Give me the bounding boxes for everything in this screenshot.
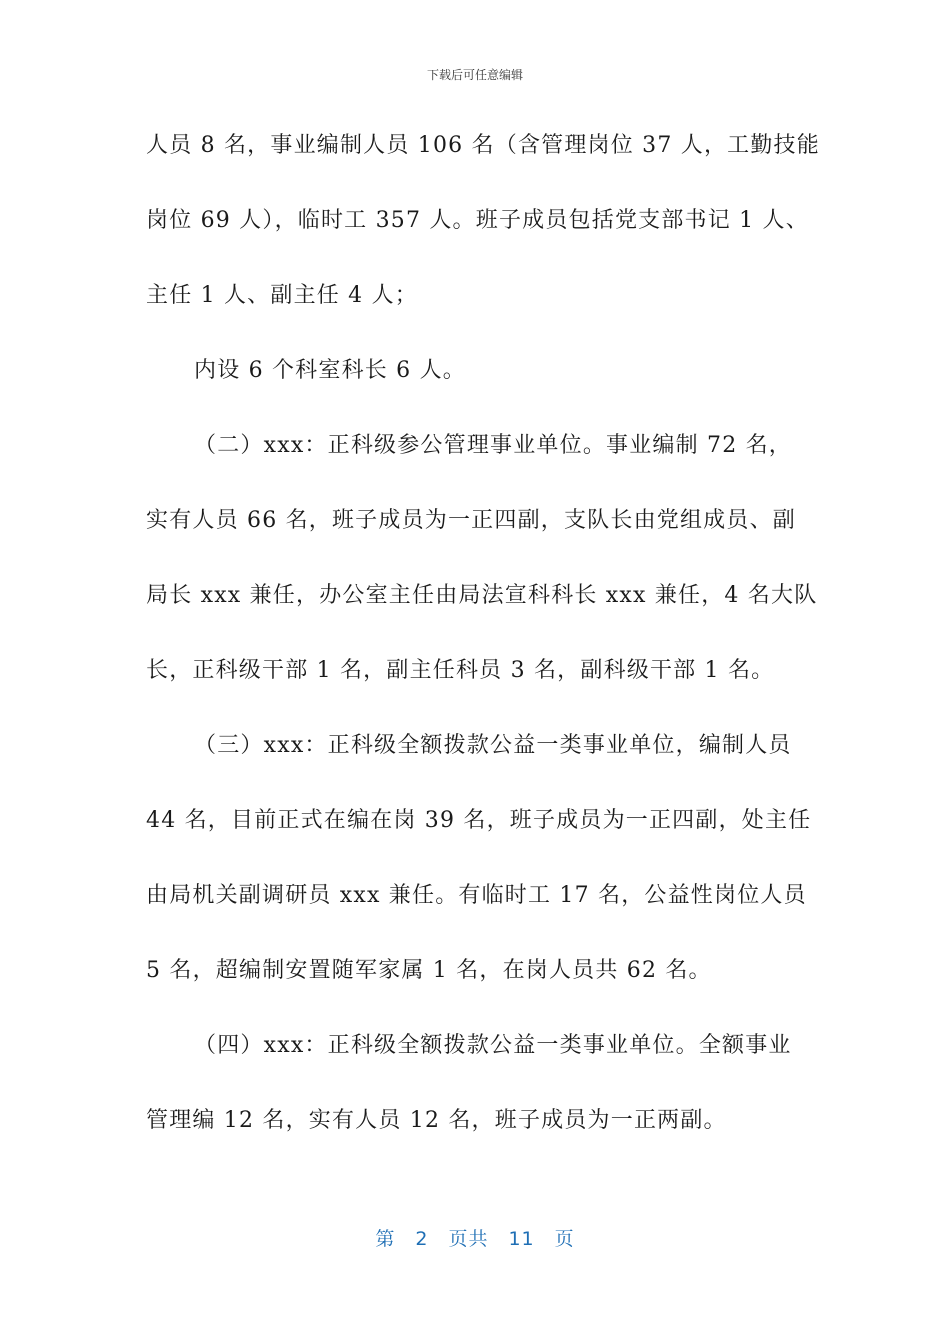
text-line: 由局机关副调研员 xxx 兼任。有临时工 17 名，公益性岗位人员 (146, 883, 807, 908)
text-line: 管理编 12 名，实有人员 12 名，班子成员为一正两副。 (146, 1108, 727, 1133)
text-line: 人员 8 名，事业编制人员 106 名（含管理岗位 37 人，工勤技能 (146, 133, 820, 158)
text-line: 5 名，超编制安置随军家属 1 名，在岗人员共 62 名。 (146, 958, 712, 983)
text-line: 局长 xxx 兼任，办公室主任由局法宣科科长 xxx 兼任，4 名大队 (146, 583, 818, 608)
paragraph-start-line: （四）xxx：正科级全额拨款公益一类事业单位。全额事业 (194, 1033, 792, 1058)
paragraph-start-line: （三）xxx：正科级全额拨款公益一类事业单位，编制人员 (194, 733, 792, 758)
text-line: 岗位 69 人），临时工 357 人。班子成员包括党支部书记 1 人、 (146, 208, 809, 233)
text-line: 实有人员 66 名，班子成员为一正四副，支队长由党组成员、副 (146, 508, 796, 533)
header-note: 下载后可任意编辑 (426, 68, 523, 82)
page-number-footer: 第 2 页共 11 页 (375, 1228, 575, 1250)
document-body (146, 119, 820, 1169)
paragraph-start-line: （二）xxx：正科级参公管理事业单位。事业编制 72 名， (194, 433, 793, 458)
text-line: 主任 1 人、副主任 4 人； (146, 283, 418, 308)
paragraph-start-line: 内设 6 个科室科长 6 人。 (194, 358, 466, 383)
text-line: 44 名，目前正式在编在岗 39 名，班子成员为一正四副，处主任 (146, 808, 812, 833)
text-line: 长，正科级干部 1 名，副主任科员 3 名，副科级干部 1 名。 (146, 658, 775, 683)
